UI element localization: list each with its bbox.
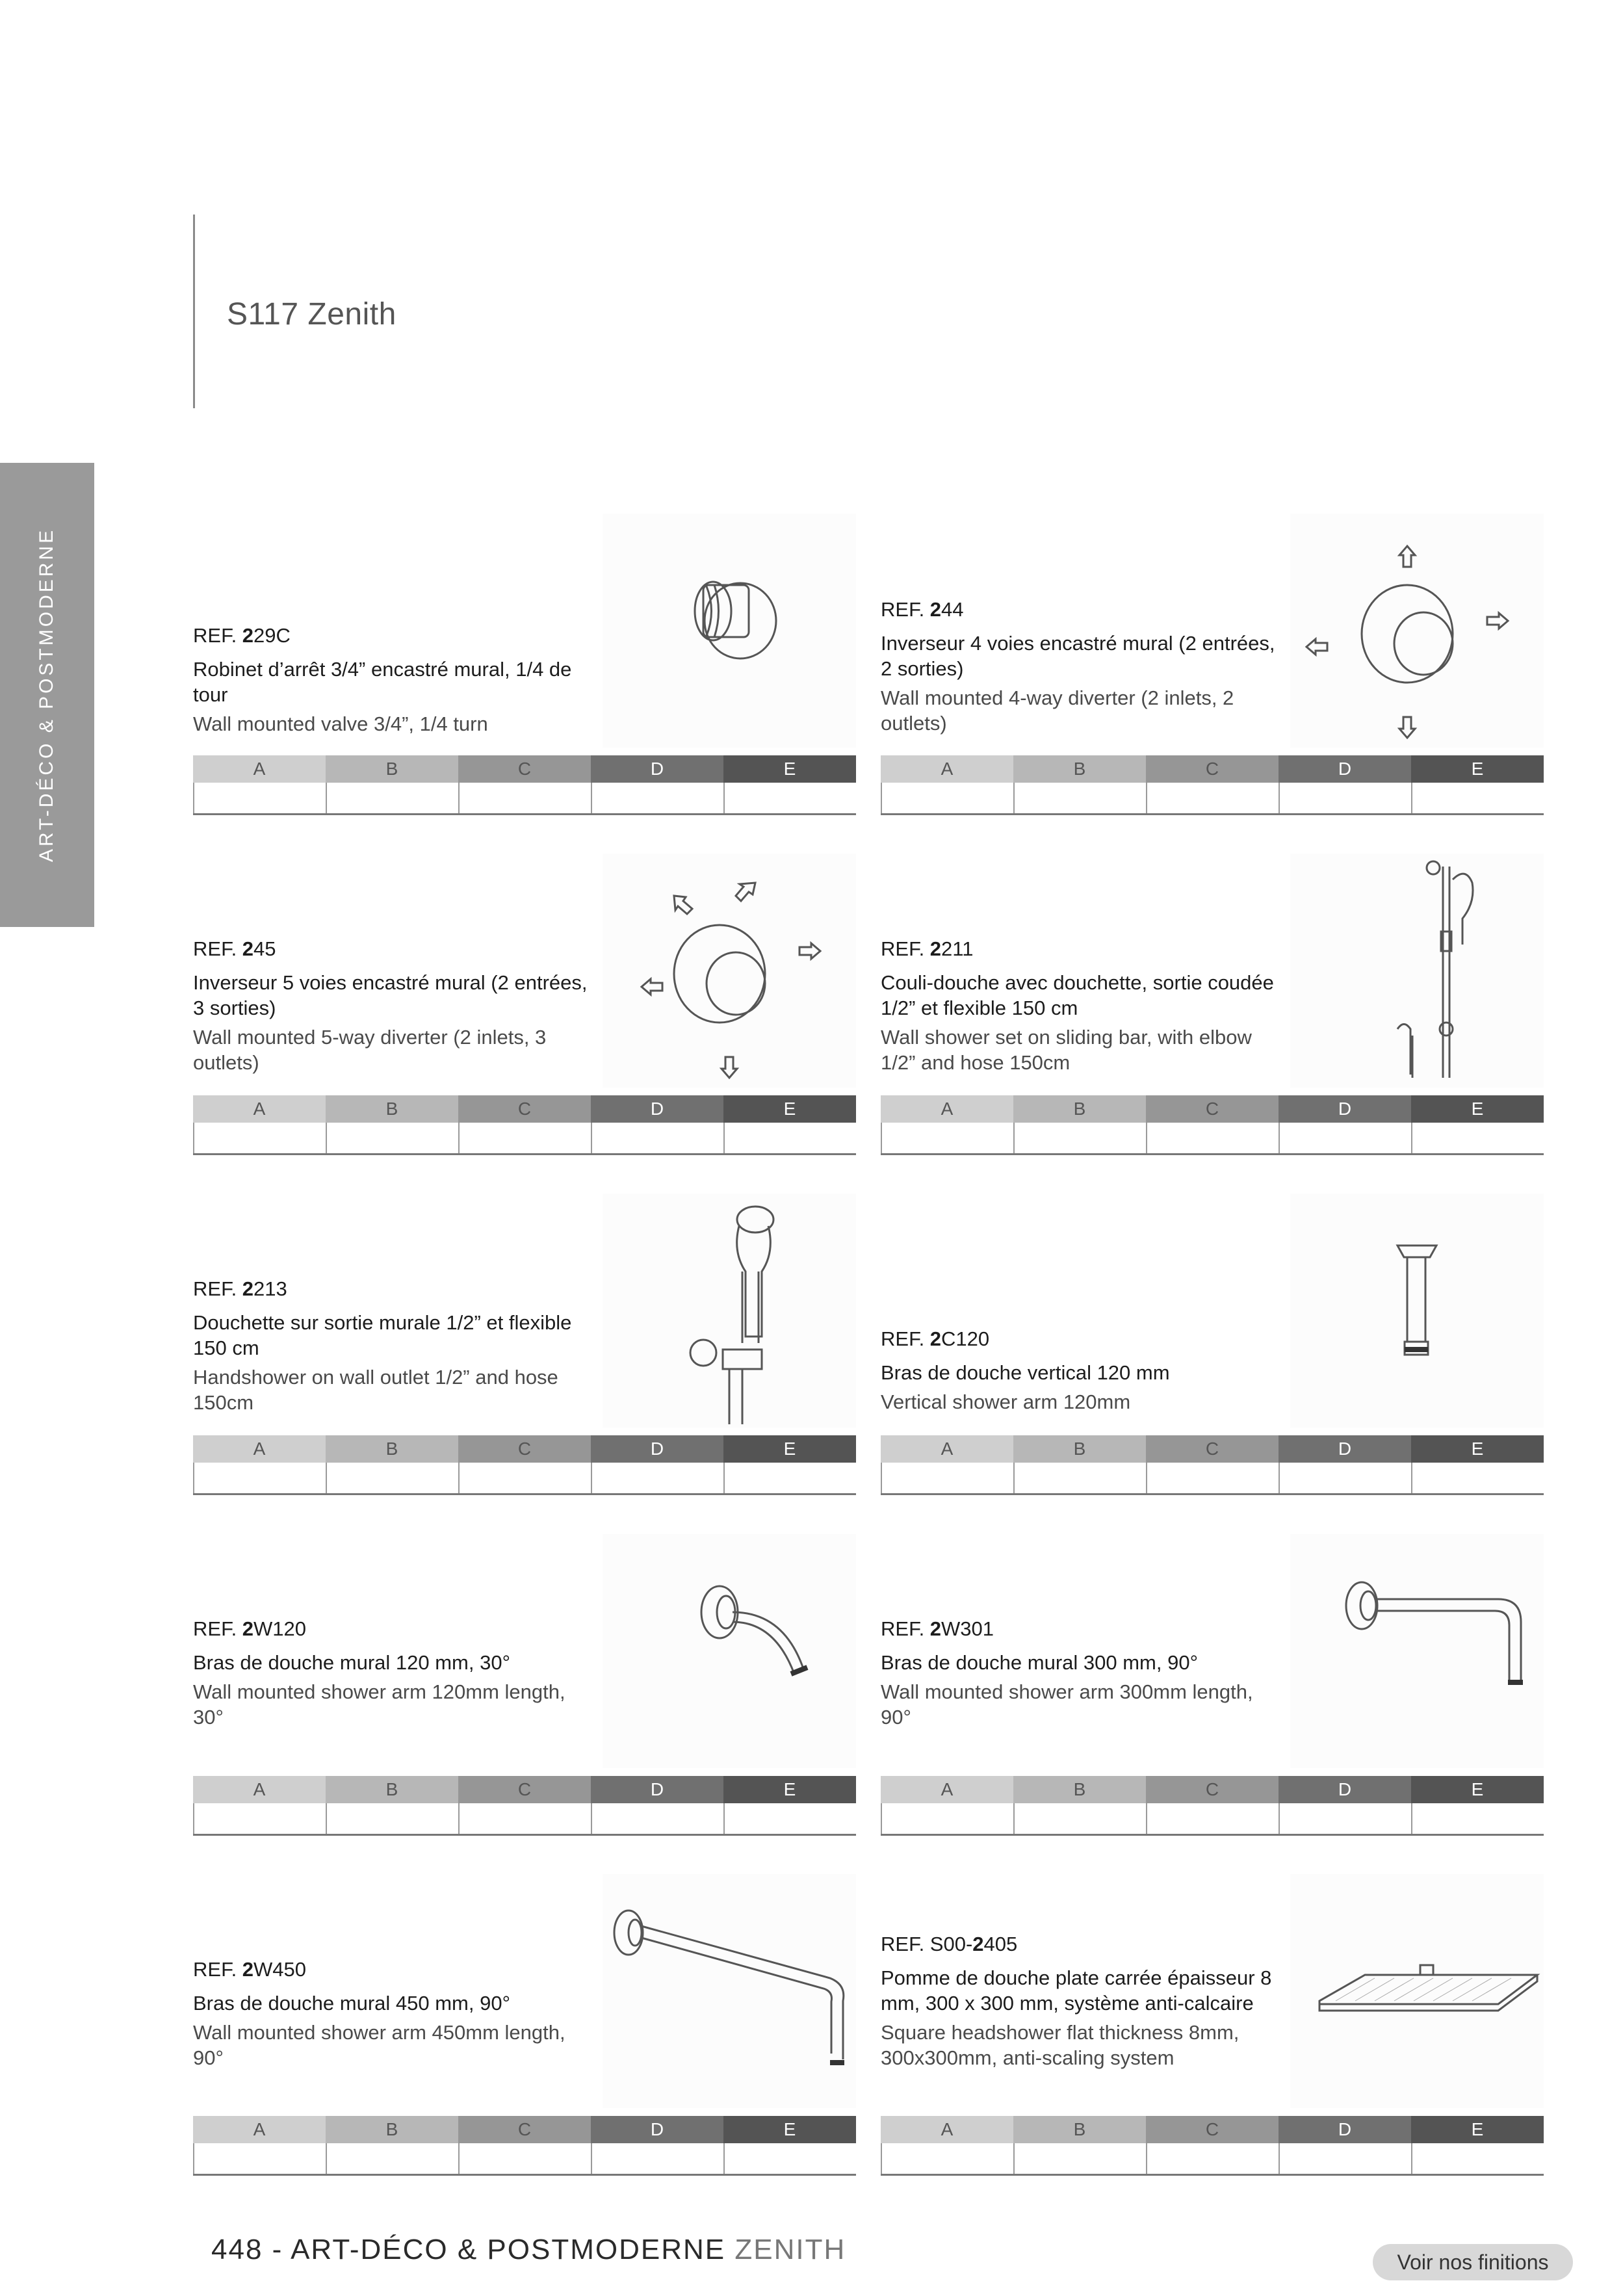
wall-arm-long-icon bbox=[603, 1874, 856, 2108]
section-side-tab bbox=[0, 463, 94, 927]
finish-table-body bbox=[193, 1463, 856, 1495]
finish-table bbox=[881, 1435, 1544, 1495]
footer-collection-name: ZENITH bbox=[734, 2234, 846, 2265]
finish-header-d: D bbox=[591, 1776, 723, 1803]
finish-table bbox=[193, 755, 856, 815]
finish-cell-e[interactable] bbox=[723, 1463, 856, 1493]
product-image bbox=[1290, 514, 1544, 748]
finish-cell-c[interactable] bbox=[458, 1803, 591, 1834]
finish-header-c: C bbox=[458, 1435, 591, 1463]
finish-table-header bbox=[193, 2116, 856, 2143]
finish-header-c: C bbox=[1146, 1776, 1279, 1803]
ref-code: W450 bbox=[253, 1958, 307, 1981]
finish-cell-e[interactable] bbox=[723, 1123, 856, 1153]
product-card bbox=[881, 1874, 1544, 2173]
product-reference bbox=[193, 1277, 596, 1301]
ref-prefix: REF. bbox=[193, 937, 242, 960]
product-image bbox=[603, 1874, 856, 2108]
finish-header-a: A bbox=[193, 2116, 326, 2143]
finish-header-c: C bbox=[1146, 755, 1279, 783]
product-info bbox=[193, 1617, 596, 1730]
finish-cell-e[interactable] bbox=[723, 2143, 856, 2174]
finish-cell-d[interactable] bbox=[1279, 1803, 1411, 1834]
product-image bbox=[603, 1534, 856, 1768]
ref-code-bold: 2 bbox=[929, 937, 942, 960]
finish-cell-c[interactable] bbox=[1146, 1803, 1279, 1834]
finish-cell-c[interactable] bbox=[1146, 783, 1279, 813]
finish-cell-a[interactable] bbox=[193, 783, 326, 813]
finish-cell-a[interactable] bbox=[881, 1123, 1013, 1153]
description-fr: Bras de douche mural 120 mm, 30° bbox=[193, 1651, 510, 1674]
finish-cell-e[interactable] bbox=[723, 1803, 856, 1834]
description-en: Square headshower flat thickness 8mm, 300x300mm, anti-scaling system bbox=[881, 2021, 1240, 2069]
product-image bbox=[1290, 1534, 1544, 1768]
finish-cell-b[interactable] bbox=[326, 1463, 458, 1493]
product-reference bbox=[881, 598, 1284, 621]
finish-header-d: D bbox=[591, 2116, 723, 2143]
finish-cell-c[interactable] bbox=[458, 1463, 591, 1493]
description-en: Wall mounted 4-way diverter (2 inlets, 2 outlets) bbox=[881, 686, 1234, 735]
finish-header-b: B bbox=[326, 755, 458, 783]
product-image bbox=[1290, 854, 1544, 1088]
finish-cell-d[interactable] bbox=[591, 1463, 723, 1493]
ref-code: 213 bbox=[253, 1277, 287, 1300]
ref-code: W301 bbox=[941, 1617, 994, 1640]
finish-header-c: C bbox=[1146, 1095, 1279, 1123]
finish-table bbox=[193, 1095, 856, 1155]
description-fr: Bras de douche mural 300 mm, 90° bbox=[881, 1651, 1198, 1674]
product-info bbox=[881, 598, 1284, 736]
description-en: Wall mounted 5-way diverter (2 inlets, 3 outlets) bbox=[193, 1026, 547, 1074]
finish-header-a: A bbox=[193, 1776, 326, 1803]
ref-code-bold: 2 bbox=[242, 1958, 254, 1981]
finish-header-a: A bbox=[193, 755, 326, 783]
description-fr: Pomme de douche plate carrée épaisseur 8 mm, 300 x 300 mm, système anti-calcaire bbox=[881, 1966, 1272, 2015]
ref-prefix: REF. bbox=[881, 598, 930, 621]
finish-table bbox=[881, 1095, 1544, 1155]
finish-header-e: E bbox=[723, 755, 856, 783]
finish-table-header bbox=[881, 755, 1544, 783]
finish-cell-b[interactable] bbox=[326, 2143, 458, 2174]
finish-header-c: C bbox=[458, 2116, 591, 2143]
footer-page-label: 448 - ART-DÉCO & POSTMODERNE bbox=[211, 2234, 726, 2265]
finish-header-b: B bbox=[326, 1095, 458, 1123]
finish-cell-d[interactable] bbox=[591, 1123, 723, 1153]
square-headshower-icon bbox=[1290, 1874, 1544, 2108]
ref-code: 405 bbox=[983, 1933, 1018, 1955]
finish-table-header bbox=[193, 1095, 856, 1123]
description-en: Wall mounted shower arm 300mm length, 90° bbox=[881, 1680, 1253, 1729]
vertical-arm-icon bbox=[1290, 1194, 1544, 1428]
product-card bbox=[881, 1194, 1544, 1493]
finish-header-a: A bbox=[881, 1776, 1013, 1803]
ref-code-bold: 2 bbox=[242, 937, 254, 960]
finish-header-a: A bbox=[881, 755, 1013, 783]
finish-cell-c[interactable] bbox=[1146, 2143, 1279, 2174]
wall-arm-short-icon bbox=[603, 1534, 856, 1768]
sliding-bar-icon bbox=[1290, 854, 1544, 1088]
finish-cell-d[interactable] bbox=[1279, 783, 1411, 813]
ref-prefix: REF. S00- bbox=[881, 1933, 973, 1955]
product-card bbox=[881, 514, 1544, 813]
finish-cell-a[interactable] bbox=[881, 783, 1013, 813]
ref-prefix: REF. bbox=[881, 1617, 930, 1640]
finish-header-c: C bbox=[1146, 2116, 1279, 2143]
finish-cell-b[interactable] bbox=[1013, 2143, 1146, 2174]
description-en: Wall mounted shower arm 120mm length, 30° bbox=[193, 1680, 565, 1729]
ref-code-bold: 2 bbox=[929, 1617, 942, 1640]
finish-header-a: A bbox=[193, 1435, 326, 1463]
finish-cell-b[interactable] bbox=[1013, 1123, 1146, 1153]
finish-table-body bbox=[881, 783, 1544, 815]
finish-cell-a[interactable] bbox=[881, 2143, 1013, 2174]
finish-cell-b[interactable] bbox=[1013, 783, 1146, 813]
finish-header-c: C bbox=[458, 1776, 591, 1803]
description-en: Wall mounted shower arm 450mm length, 90° bbox=[193, 2021, 565, 2069]
wall-arm-medium-icon bbox=[1290, 1534, 1544, 1768]
finish-header-d: D bbox=[591, 1435, 723, 1463]
finish-header-a: A bbox=[193, 1095, 326, 1123]
page-footer bbox=[211, 2234, 846, 2266]
finish-cell-e[interactable] bbox=[1411, 2143, 1544, 2174]
product-reference bbox=[193, 937, 596, 961]
product-info bbox=[193, 624, 596, 737]
ref-code-bold: 2 bbox=[929, 1327, 942, 1350]
ref-code-bold: 2 bbox=[242, 1277, 254, 1300]
finish-header-e: E bbox=[1411, 1435, 1544, 1463]
product-info bbox=[193, 1277, 596, 1415]
finish-header-d: D bbox=[1279, 1435, 1411, 1463]
finish-header-b: B bbox=[1013, 1095, 1146, 1123]
product-reference bbox=[193, 1958, 596, 1981]
product-reference bbox=[193, 624, 596, 647]
product-info bbox=[881, 937, 1284, 1075]
finish-cell-d[interactable] bbox=[1279, 1463, 1411, 1493]
finish-cell-a[interactable] bbox=[193, 1463, 326, 1493]
finish-cell-b[interactable] bbox=[326, 1803, 458, 1834]
description-en: Wall shower set on sliding bar, with elbow 1/2” and hose 150cm bbox=[881, 1026, 1252, 1074]
finish-table-body bbox=[193, 1803, 856, 1836]
description-fr: Couli-douche avec douchette, sortie coudée 1/2” et flexible 150 cm bbox=[881, 971, 1274, 1019]
finish-cell-c[interactable] bbox=[458, 1123, 591, 1153]
diverter-4way-icon bbox=[1290, 514, 1544, 748]
ref-code: 45 bbox=[253, 937, 276, 960]
finish-cell-d[interactable] bbox=[591, 1803, 723, 1834]
finish-cell-d[interactable] bbox=[591, 783, 723, 813]
product-image bbox=[603, 514, 856, 748]
description-fr: Bras de douche vertical 120 mm bbox=[881, 1361, 1170, 1384]
product-reference bbox=[881, 1933, 1284, 1956]
finish-table-body bbox=[193, 1123, 856, 1155]
description-fr: Robinet d’arrêt 3/4” encastré mural, 1/4 de tour bbox=[193, 658, 572, 706]
description-en: Wall mounted valve 3/4”, 1/4 turn bbox=[193, 712, 488, 735]
finish-cell-b[interactable] bbox=[326, 783, 458, 813]
finish-cell-b[interactable] bbox=[1013, 1803, 1146, 1834]
product-reference bbox=[193, 1617, 596, 1641]
ref-code-bold: 2 bbox=[242, 1617, 254, 1640]
finish-table-body bbox=[881, 1123, 1544, 1155]
finish-table-header bbox=[881, 1095, 1544, 1123]
product-info bbox=[881, 1617, 1284, 1730]
finish-header-d: D bbox=[1279, 1095, 1411, 1123]
finishes-button[interactable]: Voir nos finitions bbox=[1373, 2244, 1573, 2280]
description-fr: Douchette sur sortie murale 1/2” et flexible 150 cm bbox=[193, 1311, 572, 1359]
finish-header-b: B bbox=[1013, 1776, 1146, 1803]
finish-cell-c[interactable] bbox=[1146, 1463, 1279, 1493]
product-card bbox=[881, 1534, 1544, 1833]
finish-header-e: E bbox=[723, 1776, 856, 1803]
finish-cell-b[interactable] bbox=[326, 1123, 458, 1153]
finish-table bbox=[881, 755, 1544, 815]
finish-table-body bbox=[881, 1803, 1544, 1836]
ref-prefix: REF. bbox=[881, 937, 930, 960]
product-info bbox=[881, 1327, 1284, 1415]
product-card bbox=[193, 1194, 856, 1493]
finish-header-b: B bbox=[1013, 2116, 1146, 2143]
ref-prefix: REF. bbox=[193, 624, 242, 647]
finish-cell-c[interactable] bbox=[458, 783, 591, 813]
finish-cell-e[interactable] bbox=[1411, 783, 1544, 813]
ref-code-bold: 2 bbox=[242, 624, 254, 647]
finish-cell-a[interactable] bbox=[193, 1123, 326, 1153]
product-info bbox=[881, 1933, 1284, 2070]
finish-header-e: E bbox=[723, 1095, 856, 1123]
finish-cell-e[interactable] bbox=[1411, 1803, 1544, 1834]
finish-table-header bbox=[881, 1776, 1544, 1803]
ref-code: W120 bbox=[253, 1617, 307, 1640]
finish-table bbox=[881, 1776, 1544, 1836]
finish-cell-a[interactable] bbox=[881, 1803, 1013, 1834]
ref-prefix: REF. bbox=[193, 1958, 242, 1981]
finish-table-header bbox=[193, 1776, 856, 1803]
finish-cell-a[interactable] bbox=[881, 1463, 1013, 1493]
ref-prefix: REF. bbox=[193, 1277, 242, 1300]
product-card bbox=[193, 854, 856, 1153]
side-tab-label: ART-DÉCO & POSTMODERNE bbox=[36, 527, 57, 863]
finish-header-e: E bbox=[1411, 755, 1544, 783]
finish-header-e: E bbox=[1411, 2116, 1544, 2143]
finish-header-b: B bbox=[1013, 755, 1146, 783]
finish-table-body bbox=[881, 2143, 1544, 2176]
description-fr: Bras de douche mural 450 mm, 90° bbox=[193, 1992, 510, 2015]
finish-table-header bbox=[193, 1435, 856, 1463]
finish-header-c: C bbox=[1146, 1435, 1279, 1463]
product-card bbox=[193, 514, 856, 813]
ref-code-bold: 2 bbox=[929, 598, 942, 621]
finish-cell-c[interactable] bbox=[458, 2143, 591, 2174]
product-image bbox=[1290, 1194, 1544, 1428]
finish-table-body bbox=[193, 783, 856, 815]
product-info bbox=[193, 937, 596, 1075]
handshower-icon bbox=[603, 1194, 856, 1428]
finish-header-d: D bbox=[1279, 2116, 1411, 2143]
finish-header-b: B bbox=[326, 2116, 458, 2143]
product-image bbox=[603, 854, 856, 1088]
finish-table bbox=[193, 1776, 856, 1836]
finish-table-body bbox=[881, 1463, 1544, 1495]
finish-header-d: D bbox=[1279, 1776, 1411, 1803]
description-fr: Inverseur 4 voies encastré mural (2 entrées, 2 sorties) bbox=[881, 632, 1275, 680]
product-reference bbox=[881, 1327, 1284, 1351]
product-reference bbox=[881, 937, 1284, 961]
ref-code: 44 bbox=[941, 598, 964, 621]
finish-cell-c[interactable] bbox=[1146, 1123, 1279, 1153]
finish-header-b: B bbox=[1013, 1435, 1146, 1463]
product-reference bbox=[881, 1617, 1284, 1641]
finish-header-e: E bbox=[1411, 1776, 1544, 1803]
finish-header-c: C bbox=[458, 755, 591, 783]
ref-prefix: REF. bbox=[881, 1327, 930, 1350]
ref-code: C120 bbox=[941, 1327, 990, 1350]
finish-header-e: E bbox=[723, 2116, 856, 2143]
finish-cell-e[interactable] bbox=[1411, 1123, 1544, 1153]
finish-header-b: B bbox=[326, 1435, 458, 1463]
finish-header-a: A bbox=[881, 1435, 1013, 1463]
product-card bbox=[881, 854, 1544, 1153]
finish-header-e: E bbox=[723, 1435, 856, 1463]
finish-header-d: D bbox=[591, 1095, 723, 1123]
ref-code: 29C bbox=[253, 624, 291, 647]
description-fr: Inverseur 5 voies encastré mural (2 entrées, 3 sorties) bbox=[193, 971, 588, 1019]
finish-table-header bbox=[881, 1435, 1544, 1463]
product-card bbox=[193, 1534, 856, 1833]
page-title: S117 Zenith bbox=[227, 297, 396, 332]
ref-code: 211 bbox=[941, 937, 974, 960]
finish-header-c: C bbox=[458, 1095, 591, 1123]
finish-table bbox=[881, 2116, 1544, 2176]
description-en: Vertical shower arm 120mm bbox=[881, 1390, 1131, 1413]
title-rule bbox=[193, 215, 195, 408]
valve-icon bbox=[603, 514, 856, 748]
ref-prefix: REF. bbox=[193, 1617, 242, 1640]
finish-cell-a[interactable] bbox=[193, 2143, 326, 2174]
product-image bbox=[1290, 1874, 1544, 2108]
finish-cell-e[interactable] bbox=[723, 783, 856, 813]
finish-table bbox=[193, 2116, 856, 2176]
finish-header-a: A bbox=[881, 2116, 1013, 2143]
diverter-5way-icon bbox=[603, 854, 856, 1088]
finish-table-header bbox=[193, 755, 856, 783]
finish-header-d: D bbox=[1279, 755, 1411, 783]
finish-table bbox=[193, 1435, 856, 1495]
finish-cell-b[interactable] bbox=[1013, 1463, 1146, 1493]
finish-table-header bbox=[881, 2116, 1544, 2143]
ref-code-bold: 2 bbox=[972, 1933, 984, 1955]
product-card bbox=[193, 1874, 856, 2173]
product-info bbox=[193, 1958, 596, 2070]
finish-header-a: A bbox=[881, 1095, 1013, 1123]
finish-cell-e[interactable] bbox=[1411, 1463, 1544, 1493]
product-image bbox=[603, 1194, 856, 1428]
finish-cell-d[interactable] bbox=[1279, 2143, 1411, 2174]
finish-table-body bbox=[193, 2143, 856, 2176]
finish-header-e: E bbox=[1411, 1095, 1544, 1123]
finish-header-d: D bbox=[591, 755, 723, 783]
description-en: Handshower on wall outlet 1/2” and hose 150cm bbox=[193, 1366, 558, 1414]
finish-cell-a[interactable] bbox=[193, 1803, 326, 1834]
finish-header-b: B bbox=[326, 1776, 458, 1803]
finish-cell-d[interactable] bbox=[1279, 1123, 1411, 1153]
finish-cell-d[interactable] bbox=[591, 2143, 723, 2174]
